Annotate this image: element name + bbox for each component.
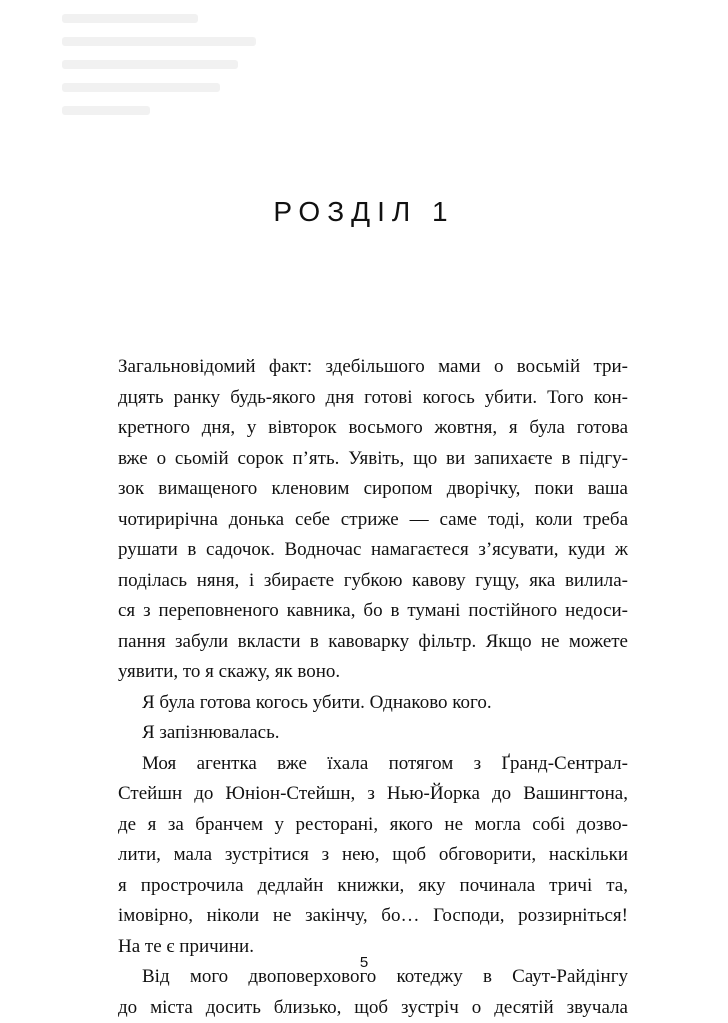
chapter-body (118, 352, 628, 1023)
page-number: 5 (0, 954, 728, 971)
chapter-title: РОЗДІЛ 1 (0, 196, 728, 228)
text-line: уявити, то я скажу, як воно. (118, 657, 628, 688)
text-line: На те є причини. (118, 932, 628, 963)
text-line: рушати в садочок. Водночас намагаєтеся з’ясувати, куди ж (118, 535, 628, 566)
text-line: зок вимащеного кленовим сиропом дворічку, поки ваша (118, 474, 628, 505)
text-line: поділась няня, і збираєте губкою кавову гущу, яка вилила- (118, 566, 628, 597)
text-line: імовірно, ніколи не закінчу, бо… Господи, роззирніться! (118, 901, 628, 932)
text-line: до міста досить близько, щоб зустріч о десятій звучала (118, 993, 628, 1023)
text-line: чотирирічна донька себе стриже — саме тоді, коли треба (118, 505, 628, 536)
text-line: Я запізнювалась. (118, 718, 628, 749)
text-line: пання забули вкласти в кавоварку фільтр. Якщо не можете (118, 627, 628, 658)
text-line: Я була готова когось убити. Однаково кого. (118, 688, 628, 719)
text-line: кретного дня, у вівторок восьмого жовтня, я була готова (118, 413, 628, 444)
text-line: де я за бранчем у ресторані, якого не могла собі дозво- (118, 810, 628, 841)
bleed-through-text (62, 14, 282, 144)
text-line: я прострочила дедлайн книжки, яку починала тричі та, (118, 871, 628, 902)
text-line: Стейшн до Юніон-Стейшн, з Нью-Йорка до Вашингтона, (118, 779, 628, 810)
text-line: Від мого двоповерхового котеджу в Саут-Райдінгу (118, 962, 628, 993)
text-line: Загальновідомий факт: здебільшого мами о восьмій три- (118, 352, 628, 383)
text-line: дцять ранку будь-якого дня готові когось убити. Того кон- (118, 383, 628, 414)
text-line: ся з переповненого кавника, бо в тумані постійного недоси- (118, 596, 628, 627)
text-line: лити, мала зустрітися з нею, щоб обговорити, наскільки (118, 840, 628, 871)
text-line: Моя агентка вже їхала потягом з Ґранд-Сентрал- (118, 749, 628, 780)
text-line: вже о сьомій сорок п’ять. Уявіть, що ви запихаєте в підгу- (118, 444, 628, 475)
